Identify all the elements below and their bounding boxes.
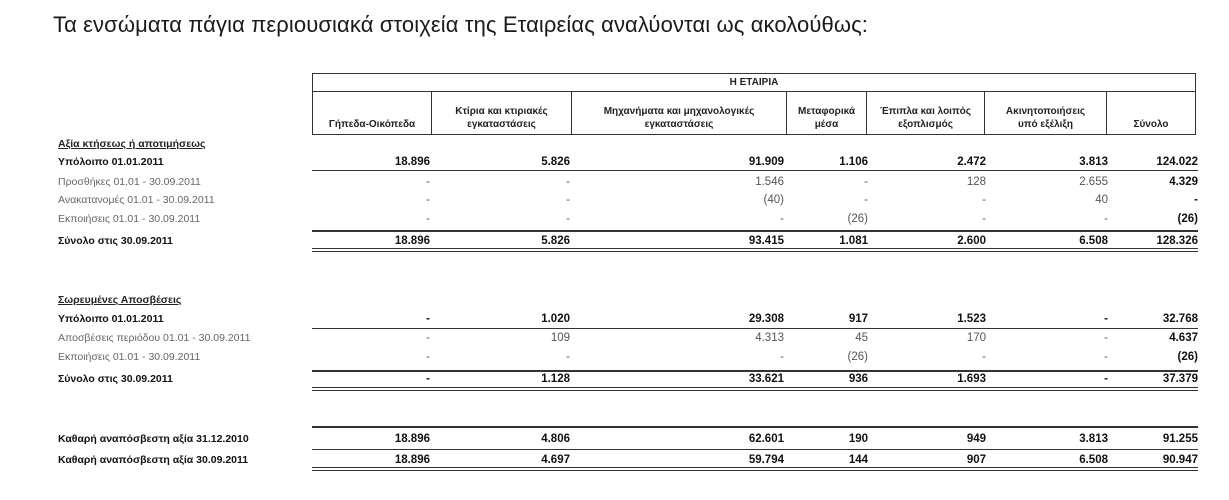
table-title: Η ΕΤΑΙΡΙΑ: [313, 74, 1195, 92]
table-cell: 91.255: [1162, 433, 1198, 445]
table-cell: -: [426, 313, 430, 325]
table-row: [58, 154, 1198, 170]
table-cell: 917: [848, 313, 868, 325]
table-cell: -: [1104, 313, 1108, 325]
table-cell: -: [426, 176, 430, 188]
table-cell: -: [1104, 373, 1108, 385]
table-cell: -: [780, 351, 784, 363]
table-cell: 93.415: [748, 235, 784, 247]
table-cell: 190: [848, 433, 868, 445]
table-cell: 45: [855, 332, 868, 344]
table-cell: 6.508: [1079, 235, 1108, 247]
row-label: Σύνολο στις 30.09.2011: [58, 235, 173, 247]
table-cell: -: [1104, 332, 1108, 344]
table-cell: -: [864, 176, 868, 188]
table-cell: -: [566, 213, 570, 225]
table-cell: -: [566, 176, 570, 188]
divider: [312, 328, 1198, 329]
table-cell: 59.794: [748, 454, 784, 466]
row-label: Εκποιήσεις 01.01 - 30.09.2011: [58, 351, 201, 363]
table-cell: 1.523: [957, 313, 986, 325]
table-cell: -: [1104, 351, 1108, 363]
table-cell: -: [982, 213, 986, 225]
row-label: Ανακατανομές 01.01 - 30.09.2011: [58, 194, 215, 206]
table-cell: -: [982, 194, 986, 206]
table-cell: 4.329: [1169, 176, 1198, 188]
divider: [312, 426, 1198, 428]
table-cell: 1.081: [839, 235, 868, 247]
table-cell: 2.655: [1079, 176, 1108, 188]
table-cell: 33.621: [748, 373, 784, 385]
divider: [312, 230, 1198, 232]
table-cell: 4.806: [541, 433, 570, 445]
table-cell: -: [864, 194, 868, 206]
col-header-vehicles: Μεταφορικά μέσα: [787, 92, 867, 134]
table-cell: 5.826: [541, 156, 570, 168]
table-cell: 170: [966, 332, 986, 344]
table-cell: -: [426, 332, 430, 344]
table-row: [58, 311, 1198, 327]
table-cell: 1.693: [957, 373, 986, 385]
table-row: [58, 192, 1198, 208]
row-label: Εκποιήσεις 01.01 - 30.09.2011: [58, 213, 201, 225]
table-cell: 1.020: [541, 313, 570, 325]
table-cell: -: [426, 351, 430, 363]
section-acquisition-title: Αξία κτήσεως ή αποτιμήσεως: [58, 138, 206, 150]
page-heading: Τα ενσώματα πάγια περιουσιακά στοιχεία της Εταιρείας αναλύονται ως ακολούθως:: [53, 12, 869, 37]
table-cell: 2.472: [957, 156, 986, 168]
table-cell: 91.909: [748, 156, 784, 168]
divider: [312, 390, 1198, 391]
table-cell: 3.813: [1079, 156, 1108, 168]
table-cell: 18.896: [394, 454, 430, 466]
col-header-construction: Ακινητοποιήσεις υπό εξέλιξη: [985, 92, 1107, 134]
col-header-land: Γήπεδα-Οικόπεδα: [313, 92, 432, 134]
table-cell: 128.326: [1156, 235, 1198, 247]
divider: [312, 467, 1198, 468]
table-cell: 128: [966, 176, 986, 188]
table-cell: 4.697: [541, 454, 570, 466]
table-row: [58, 174, 1198, 190]
table-cell: -: [982, 351, 986, 363]
table-cell: 949: [966, 433, 986, 445]
table-cell: 32.768: [1162, 313, 1198, 325]
table-cell: 1.546: [755, 176, 784, 188]
col-header-furniture: Έπιπλα και λοιπός εξοπλισμός: [867, 92, 985, 134]
col-header-buildings: Κτίρια και κτιριακές εγκαταστάσεις: [432, 92, 572, 134]
table-cell: 2.600: [957, 235, 986, 247]
table-cell: 62.601: [748, 433, 784, 445]
table-cell: 1.106: [839, 156, 868, 168]
table-row: [58, 330, 1198, 346]
divider: [312, 470, 1198, 471]
table-cell: 936: [848, 373, 868, 385]
table-row: [58, 233, 1198, 249]
table-cell: 90.947: [1162, 454, 1198, 466]
table-cell: 3.813: [1079, 433, 1108, 445]
table-cell: 144: [848, 454, 868, 466]
table-cell: 18.896: [394, 156, 430, 168]
table-cell: (26): [847, 213, 868, 225]
row-label: Σύνολο στις 30.09.2011: [58, 373, 173, 385]
table-cell: 6.508: [1079, 454, 1108, 466]
divider: [312, 251, 1198, 252]
table-cell: 5.826: [541, 235, 570, 247]
row-label: Καθαρή αναπόσβεστη αξία 30.09.2011: [58, 454, 249, 466]
table-cell: -: [426, 194, 430, 206]
table-cell: -: [566, 351, 570, 363]
table-row: [58, 431, 1198, 447]
row-label: Προσθήκες 01.01 - 30.09.2011: [58, 176, 201, 188]
table-cell: (26): [847, 351, 868, 363]
table-cell: (26): [1177, 213, 1198, 225]
table-row: [58, 349, 1198, 365]
table-cell: -: [426, 213, 430, 225]
table-row: [58, 452, 1198, 468]
row-label: Καθαρή αναπόσβεστη αξία 31.12.2010: [58, 433, 249, 445]
table-cell: (26): [1177, 351, 1198, 363]
table-cell: -: [426, 373, 430, 385]
divider: [312, 370, 1198, 372]
table-row: [58, 371, 1198, 387]
table-cell: 4.313: [755, 332, 784, 344]
table-cell: 124.022: [1156, 156, 1198, 168]
table-cell: 29.308: [748, 313, 784, 325]
table-cell: 907: [966, 454, 986, 466]
section-depreciation-title: Σωρευμένες Αποσβέσεις: [58, 294, 182, 306]
table-row: [58, 211, 1198, 227]
divider: [312, 170, 1198, 171]
table-cell: -: [566, 194, 570, 206]
row-label: Υπόλοιπο 01.01.2011: [58, 313, 164, 325]
col-header-total: Σύνολο: [1133, 119, 1169, 130]
row-label: Αποσβέσεις περιόδου 01.01 - 30.09.2011: [58, 332, 251, 344]
col-header-machinery: Μηχανήματα και μηχανολογικές εγκαταστάσεις: [572, 92, 787, 134]
table-cell: -: [1104, 213, 1108, 225]
table-cell: 40: [1095, 194, 1108, 206]
table-cell: (40): [763, 194, 784, 206]
table-cell: 18.896: [394, 235, 430, 247]
table-cell: 109: [550, 332, 570, 344]
table-header: [312, 73, 1196, 135]
table-cell: 1.128: [541, 373, 570, 385]
table-cell: -: [1194, 194, 1198, 206]
table-cell: -: [780, 213, 784, 225]
table-cell: 4.637: [1169, 332, 1198, 344]
divider: [312, 387, 1198, 388]
divider: [312, 248, 1198, 249]
table-cell: 18.896: [394, 433, 430, 445]
divider: [312, 449, 1198, 450]
row-label: Υπόλοιπο 01.01.2011: [58, 156, 164, 168]
table-cell: 37.379: [1162, 373, 1198, 385]
